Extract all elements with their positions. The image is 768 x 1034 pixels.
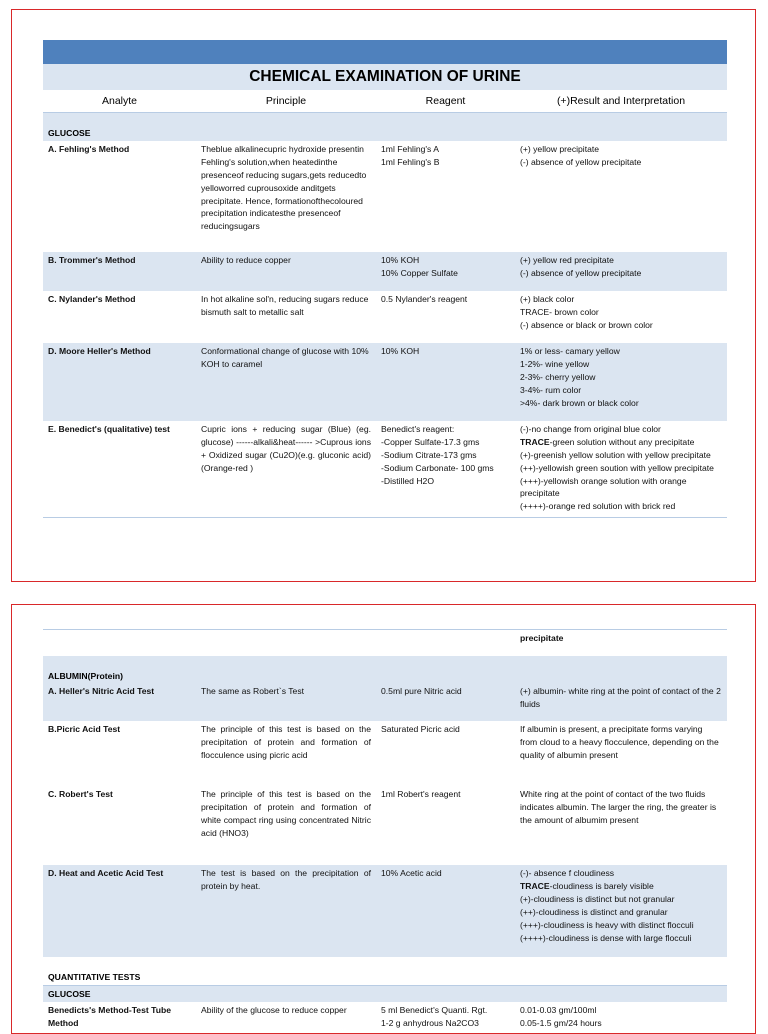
document-page-2 <box>11 604 756 1034</box>
result-line: (++++)-cloudiness is dense with large flocculi <box>520 932 692 943</box>
reagent-line: 0.5ml pure Nitric acid <box>381 686 462 697</box>
reagent-line: Benedict's reagent: <box>381 423 455 434</box>
principle-cell: In hot alkaline sol'n, reducing sugars reduce bismuth salt to metallic salt <box>201 293 369 317</box>
table-row <box>43 141 727 252</box>
result-line: (+) black color <box>520 293 575 304</box>
analyte-cell: C. Nylander's Method <box>48 293 136 304</box>
table-row <box>43 786 727 865</box>
reagent-cell <box>376 421 515 518</box>
result-cell <box>515 141 727 252</box>
table-row <box>43 343 727 421</box>
section-glucose <box>43 113 727 141</box>
result-cell <box>515 786 727 865</box>
analyte-cell: A. Fehling's Method <box>48 143 130 154</box>
reagent-cell <box>376 141 515 252</box>
result-line: (+)-greenish yellow solution with yellow precipitate <box>520 449 711 460</box>
column-header-row <box>43 90 727 113</box>
reagent-line: 10% Acetic acid <box>381 868 442 879</box>
principle-cell: The same as Robert`s Test <box>196 683 376 721</box>
result-line: (+++)-cloudiness is heavy with distinct flocculi <box>520 920 694 931</box>
result-cell <box>515 865 727 957</box>
principle-cell: The principle of this test is based on the precipitation of protein and formation of flocculence using picric acid <box>201 724 371 761</box>
continuation-row <box>43 630 727 656</box>
result-line: 1% or less- camary yellow <box>520 345 620 356</box>
analyte-cell: D. Heat and Acetic Acid Test <box>43 865 196 957</box>
trace-label: TRACE <box>520 881 550 892</box>
table-row <box>43 1002 727 1034</box>
result-cell <box>515 1002 727 1034</box>
reagent-line: Saturated Picric acid <box>381 724 460 735</box>
table-row <box>43 291 727 343</box>
section-label: QUANTITATIVE TESTS <box>48 972 141 983</box>
analyte-cell: B. Trommer's Method <box>43 252 196 291</box>
result-line: White ring at the point of contact of the two fluids indicates albumin. The larger the ring, the greater is the amount of albumim present <box>520 789 719 826</box>
reagent-line: -Sodium Carbonate- 100 gms <box>381 462 494 473</box>
result-cell <box>515 252 727 291</box>
result-line: If albumin is present, a precipitate forms varying from cloud to a heavy flocculence, depending on the quality of albumin present <box>520 724 722 761</box>
column-header-result: (+)Result and Interpretation <box>515 90 727 113</box>
section-label: GLUCOSE <box>43 986 727 1002</box>
reagent-line: 1ml Fehling's B <box>381 156 440 167</box>
reagent-cell <box>376 252 515 291</box>
result-line: (-)-no change from original blue color <box>520 423 661 434</box>
column-header-analyte: Analyte <box>43 90 196 113</box>
analyte-cell: D. Moore Heller's Method <box>43 343 196 421</box>
section-quantitative <box>43 957 727 985</box>
reagent-cell <box>376 1002 515 1034</box>
result-line: 1-2%- wine yellow <box>520 358 590 369</box>
result-line: (-) absence of yellow precipitate <box>520 156 642 167</box>
analyte-cell: B.Picric Acid Test <box>48 724 121 735</box>
document-page-1 <box>11 9 756 582</box>
result-cell <box>515 721 727 786</box>
result-line: >4%- dark brown or black color <box>520 397 639 408</box>
continuation-text: precipitate <box>520 633 564 643</box>
result-line: (+) yellow red precipitate <box>520 254 614 265</box>
result-line: TRACE- brown color <box>520 306 599 317</box>
analyte-cell: A. Heller's Nitric Acid Test <box>43 683 196 721</box>
result-line: 2-3%- cherry yellow <box>520 371 596 382</box>
header-band <box>43 40 727 64</box>
result-cell <box>515 291 727 343</box>
reagent-line: 10% Copper Sulfate <box>381 267 458 278</box>
column-header-principle: Principle <box>196 90 376 113</box>
reagent-cell <box>376 291 515 343</box>
analyte-cell: E. Benedict's (qualitative) test <box>43 421 196 518</box>
result-line: (++)-cloudiness is distinct and granular <box>520 907 668 918</box>
reagent-line: -Distilled H2O <box>381 475 435 486</box>
result-line: (+) albumin- white ring at the point of contact of the 2 fluids <box>520 686 724 710</box>
result-line-trace <box>520 880 722 893</box>
reagent-line: 0.5 Nylander's reagent <box>381 293 468 304</box>
result-line-trace <box>520 436 722 449</box>
principle-cell: Ability to reduce copper <box>196 252 376 291</box>
result-cell <box>515 421 727 518</box>
reagent-line: 10% KOH <box>381 254 420 265</box>
principle-cell: Theblue alkalinecupric hydroxide presentin Fehling's solution,when heatedinthe presenceof reducing sugars,gets reducedto yelloworred cuprousoxide anditgets precipitate. Hence, formationofthecoloured precipitation indicatesthe presenceof reducingsugars <box>201 143 367 232</box>
section-label: ALBUMIN(Protein) <box>43 656 727 684</box>
result-line: 0.01-0.03 gm/100ml <box>520 1005 597 1016</box>
reagent-line: -Copper Sulfate-17.3 gms <box>381 436 480 447</box>
result-line: (+)-cloudiness is distinct but not granular <box>520 894 675 905</box>
principle-cell: Conformational change of glucose with 10% KOH to caramel <box>196 343 376 421</box>
table-row <box>43 865 727 957</box>
principle-cell: Cupric ions + reducing sugar (Blue) (eg. glucose) ------alkali&heat------ >Cuprous ions + Oxidized sugar (Cu2O)(e.g. gluconic acid) (Orange-red ) <box>196 421 376 518</box>
trace-label: TRACE <box>520 436 550 447</box>
result-line: (-) absence of yellow precipitate <box>520 267 642 278</box>
reagent-cell <box>376 865 515 957</box>
reagent-line: 1ml Robert's reagent <box>381 789 461 800</box>
page-title: CHEMICAL EXAMINATION OF URINE <box>43 64 727 90</box>
urine-exam-table-continued <box>43 629 727 1034</box>
result-line: (-) absence or black or brown color <box>520 319 653 330</box>
analyte-cell: Benedicts's Method-Test Tube Method <box>48 1005 172 1029</box>
table-row <box>43 721 727 786</box>
result-line: (-)- absence f cloudiness <box>520 868 615 879</box>
table-row <box>43 683 727 721</box>
analyte-cell: C. Robert's Test <box>48 789 113 800</box>
principle-cell: The test is based on the precipitation of protein by heat. <box>196 865 376 957</box>
title-row <box>43 64 727 90</box>
result-line: (++)-yellowish green soution with yellow precipitate <box>520 462 714 473</box>
trace-text: -cloudiness is barely visible <box>549 881 654 892</box>
reagent-cell <box>376 786 515 865</box>
section-label: GLUCOSE <box>43 113 727 141</box>
urine-exam-table <box>43 40 727 518</box>
reagent-line: 1-2 g anhydrous Na2CO3 <box>381 1018 479 1029</box>
result-line: 3-4%- rum color <box>520 384 582 395</box>
result-line: (+++)-yellowish orange solution with orange precipitate <box>520 475 689 499</box>
result-line: 0.05-1.5 gm/24 hours <box>520 1018 602 1029</box>
principle-cell: Ability of the glucose to reduce copper <box>201 1005 347 1016</box>
section-albumin <box>43 656 727 684</box>
result-cell <box>515 683 727 721</box>
principle-cell: The principle of this test is based on the precipitation of protein and formation of white compact ring using concentrated Nitric acid (HNO3) <box>201 789 371 839</box>
result-cell <box>515 343 727 421</box>
table-row <box>43 252 727 291</box>
result-line: (++++)-orange red solution with brick red <box>520 501 676 512</box>
trace-text: -green solution without any precipitate <box>549 436 695 447</box>
reagent-line: 5 ml Benedict's Quanti. Rgt. <box>381 1005 488 1016</box>
section-glucose-quant <box>43 986 727 1002</box>
result-line: (+) yellow precipitate <box>520 143 600 154</box>
reagent-cell <box>376 721 515 786</box>
column-header-reagent: Reagent <box>376 90 515 113</box>
reagent-cell <box>376 683 515 721</box>
reagent-line: -Sodium Citrate-173 gms <box>381 449 477 460</box>
table-row <box>43 421 727 518</box>
reagent-line: 1ml Fehling's A <box>381 143 440 154</box>
reagent-cell <box>376 343 515 421</box>
reagent-line: 10% KOH <box>381 345 420 356</box>
